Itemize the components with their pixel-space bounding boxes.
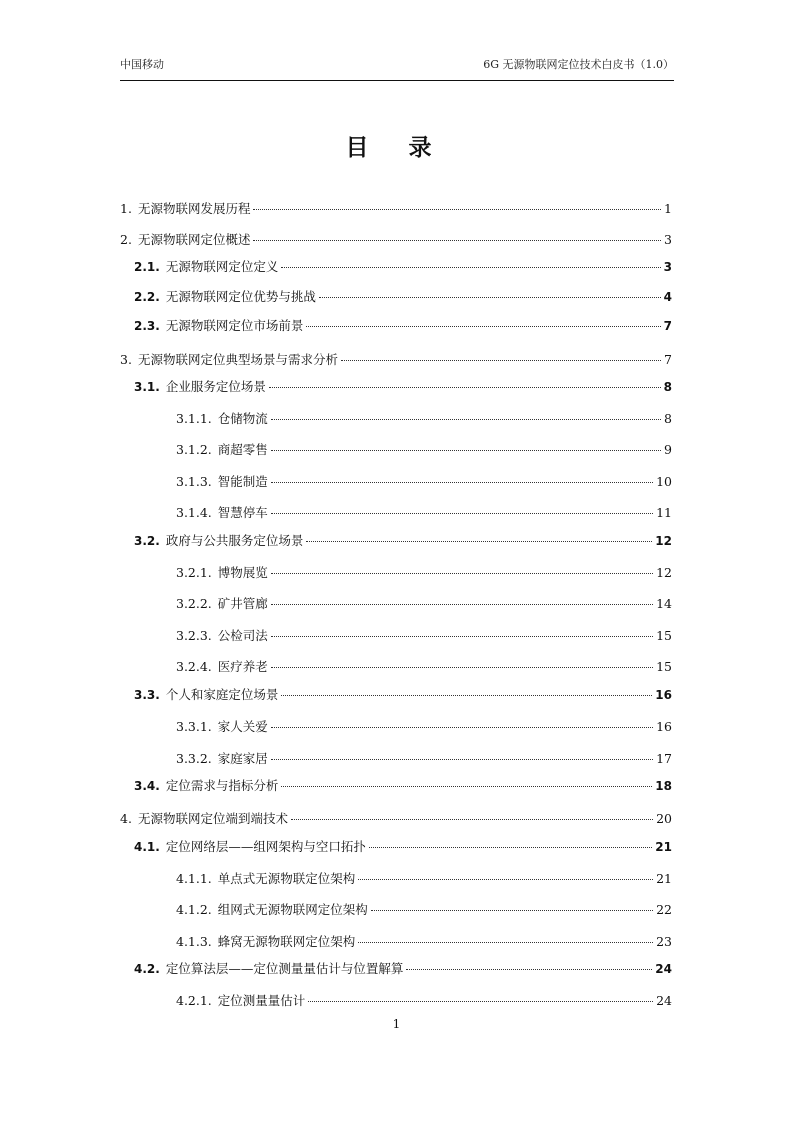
toc-entry-page: 16 [655,688,672,702]
toc-entry-page: 20 [656,811,672,826]
toc-leader-dots [306,541,652,542]
toc-leader-dots [271,667,653,668]
toc-leader-dots [358,879,653,880]
header-document-title: 6G 无源物联网定位技术白皮书（1.0） [483,58,674,71]
toc-entry-label: 无源物联网定位定义 [165,259,279,274]
toc-entry[interactable] [134,288,672,306]
toc-entry-page: 15 [656,659,672,674]
toc-entry[interactable] [134,686,672,704]
toc-entry[interactable] [176,410,672,428]
toc-entry-page: 3 [663,260,672,274]
toc-entry-page: 12 [655,534,672,548]
toc-entry[interactable] [176,901,672,919]
toc-entry-page: 10 [656,474,672,489]
toc-entry-label: 个人和家庭定位场景 [165,687,279,702]
toc-entry-label: 公检司法 [217,628,268,643]
toc-entry-label: 无源物联网定位概述 [137,232,251,247]
toc-entry-number: 2.3. [134,319,160,333]
toc-leader-dots [269,387,661,388]
toc-entry-number: 3.2.1. [176,565,212,580]
toc-entry[interactable] [134,317,672,335]
toc-entry-label: 无源物联网定位优势与挑战 [165,289,316,304]
header-divider [120,80,674,81]
toc-leader-dots [253,240,661,241]
toc-entry-label: 家庭家居 [217,751,268,766]
toc-entry-label: 定位网络层——组网架构与空口拓扑 [165,839,366,854]
toc-entry-label: 蜂窝无源物联网定位架构 [217,934,356,949]
toc-leader-dots [319,297,661,298]
toc-entry-number: 3. [120,352,132,367]
toc-entry-number: 4.1.3. [176,934,212,949]
toc-entry-page: 16 [656,719,672,734]
toc-entry[interactable] [176,627,672,645]
toc-entry-number: 3.2.4. [176,659,212,674]
toc-leader-dots [253,209,661,210]
toc-entry-page: 12 [656,565,672,580]
toc-entry-page: 1 [664,201,672,216]
toc-entry-page: 21 [655,840,672,854]
toc-leader-dots [341,360,661,361]
toc-leader-dots [281,267,660,268]
toc-entry-page: 18 [655,779,672,793]
toc-entry[interactable] [176,718,672,736]
page-header [120,56,674,76]
toc-entry-number: 4.2.1. [176,993,212,1008]
toc-entry-number: 3.1.2. [176,442,212,457]
toc-entry[interactable] [134,960,672,978]
toc-entry-number: 4.2. [134,962,160,976]
toc-entry-page: 23 [656,934,672,949]
toc-entry-number: 4.1. [134,840,160,854]
toc-entry-number: 2.2. [134,290,160,304]
toc-entry-page: 22 [656,902,672,917]
toc-entry[interactable] [176,595,672,613]
toc-entry[interactable] [120,810,672,828]
toc-leader-dots [271,513,653,514]
toc-entry[interactable] [176,992,672,1010]
toc-entry-number: 3.2.3. [176,628,212,643]
toc-entry[interactable] [134,838,672,856]
toc-leader-dots [281,695,652,696]
toc-entry-label: 博物展览 [217,565,268,580]
toc-entry-label: 无源物联网定位端到端技术 [137,811,288,826]
toc-entry-page: 17 [656,751,672,766]
toc-entry[interactable] [176,473,672,491]
toc-entry-page: 24 [655,962,672,976]
toc-entry-page: 4 [663,290,672,304]
toc-entry-label: 定位算法层——定位测量量估计与位置解算 [165,961,404,976]
toc-entry-label: 政府与公共服务定位场景 [165,533,304,548]
toc-entry[interactable] [176,504,672,522]
toc-entry-page: 21 [656,871,672,886]
toc-entry-label: 医疗养老 [217,659,268,674]
toc-entry-label: 无源物联网定位市场前景 [165,318,304,333]
toc-leader-dots [306,326,660,327]
toc-entry-number: 3.1.1. [176,411,212,426]
toc-entry-page: 7 [663,319,672,333]
toc-entry-number: 4. [120,811,132,826]
toc-entry[interactable] [176,870,672,888]
toc-entry[interactable] [176,750,672,768]
toc-entry-label: 定位测量量估计 [217,993,306,1008]
toc-entry-label: 智能制造 [217,474,268,489]
toc-entry[interactable] [176,564,672,582]
toc-entry-label: 无源物联网定位典型场景与需求分析 [137,352,338,367]
toc-entry-number: 3.3.1. [176,719,212,734]
toc-leader-dots [406,969,652,970]
toc-entry-number: 4.1.1. [176,871,212,886]
toc-entry[interactable] [134,532,672,550]
toc-entry[interactable] [134,258,672,276]
header-org-name: 中国移动 [120,58,164,71]
toc-entry[interactable] [120,231,672,249]
toc-entry-label: 组网式无源物联网定位架构 [217,902,368,917]
toc-entry[interactable] [134,378,672,396]
toc-entry-page: 3 [664,232,672,247]
toc-entry-page: 24 [656,993,672,1008]
toc-entry-number: 3.2.2. [176,596,212,611]
toc-leader-dots [271,727,653,728]
toc-entry-number: 3.3.2. [176,751,212,766]
toc-leader-dots [371,910,653,911]
toc-entry[interactable] [120,200,672,218]
toc-entry-label: 矿井管廊 [217,596,268,611]
toc-entry-number: 3.3. [134,688,160,702]
toc-entry-number: 3.1.4. [176,505,212,520]
toc-leader-dots [271,604,653,605]
toc-leader-dots [308,1001,653,1002]
toc-entry-label: 无源物联网发展历程 [137,201,251,216]
toc-leader-dots [271,482,653,483]
toc-entry[interactable] [176,933,672,951]
toc-entry-number: 2. [120,232,132,247]
toc-entry-number: 2.1. [134,260,160,274]
page-number: 1 [392,1017,401,1031]
toc-entry-number: 3.1. [134,380,160,394]
toc-entry-page: 8 [663,380,672,394]
toc-leader-dots [271,573,653,574]
toc-entry-label: 定位需求与指标分析 [165,778,279,793]
toc-entry-label: 企业服务定位场景 [165,379,266,394]
toc-leader-dots [271,450,661,451]
toc-entry-number: 4.1.2. [176,902,212,917]
toc-entry[interactable] [134,777,672,795]
toc-leader-dots [291,819,653,820]
toc-entry-number: 3.2. [134,534,160,548]
toc-entry-page: 7 [664,352,672,367]
toc-entry-number: 3.1.3. [176,474,212,489]
toc-leader-dots [358,942,653,943]
toc-leader-dots [281,786,652,787]
toc-entry-page: 11 [656,505,672,520]
toc-entry-page: 8 [664,411,672,426]
toc-entry-page: 15 [656,628,672,643]
toc-leader-dots [271,419,661,420]
toc-entry[interactable] [120,351,672,369]
toc-entry-label: 仓储物流 [217,411,268,426]
toc-leader-dots [369,847,652,848]
toc-entry-label: 单点式无源物联定位架构 [217,871,356,886]
toc-entry-page: 14 [656,596,672,611]
toc-entry-label: 家人关爱 [217,719,268,734]
toc-leader-dots [271,636,653,637]
toc-entry-label: 商超零售 [217,442,268,457]
toc-entry-page: 9 [664,442,672,457]
toc-entry-number: 1. [120,201,132,216]
toc-entry-label: 智慧停车 [217,505,268,520]
page-title: 目 录 [345,135,448,161]
toc-entry[interactable] [176,441,672,459]
toc-entry[interactable] [176,658,672,676]
toc-leader-dots [271,759,653,760]
toc-entry-number: 3.4. [134,779,160,793]
